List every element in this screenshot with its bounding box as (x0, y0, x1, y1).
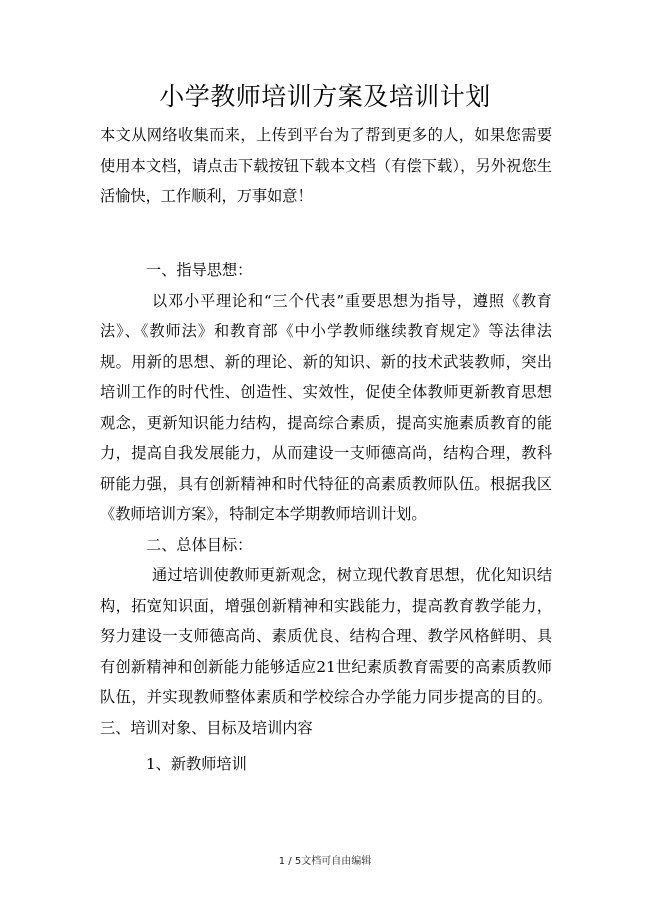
intro-paragraph: 本文从网络收集而来，上传到平台为了帮到更多的人，如果您需要使用本文档，请点击下载按钮下载本文档（有偿下载），另外祝您生活愉快，工作顺利，万事如意！ (100, 126, 552, 205)
subsection-1-heading: 1、新教师培训 (146, 755, 247, 773)
page-footer: 1 / 5文档可自由编辑 (278, 856, 372, 867)
section-1 (100, 255, 552, 780)
section-2-body: 通过培训使教师更新观念，树立现代教育思想，优化知识结构，拓宽知识面，增强创新精神和实践能力，提高教育教学能力，努力建设一支师德高尚、素质优良、结构合理、教学风格鲜明、具有创新精神和创新能力能够适应21世纪素质教育需要的高素质教师队伍，并实现教师整体素质和学校综合办学能力同步提高的目的。 三、培训对象、目标及培训内容 (100, 566, 552, 737)
document-body (100, 120, 552, 212)
document-title: 小学教师培训方案及培训计划 (159, 82, 491, 111)
section-1-body: 以邓小平理论和“三个代表”重要思想为指导，遵照《教育法》、《教师法》和教育部《中小学教师继续教育规定》等法律法规。用新的思想、新的理论、新的知识、新的技术武装教师，突出培训工作的时代性、创造性、实效性，促使全体教师更新教育思想观念，更新知识能力结构，提高综合素质，提高实施素质教育的能力，提高自我发展能力，从而建设一支师德高尚，结构合理，教科研能力强，具有创新精神和时代特征的高素质教师队伍。根据我区《教师培训方案》，特制定本学期教师培训计划。 (100, 291, 552, 523)
section-2-heading: 二、总体目标： (146, 535, 253, 554)
section-1-heading: 一、指导思想： (146, 261, 253, 279)
